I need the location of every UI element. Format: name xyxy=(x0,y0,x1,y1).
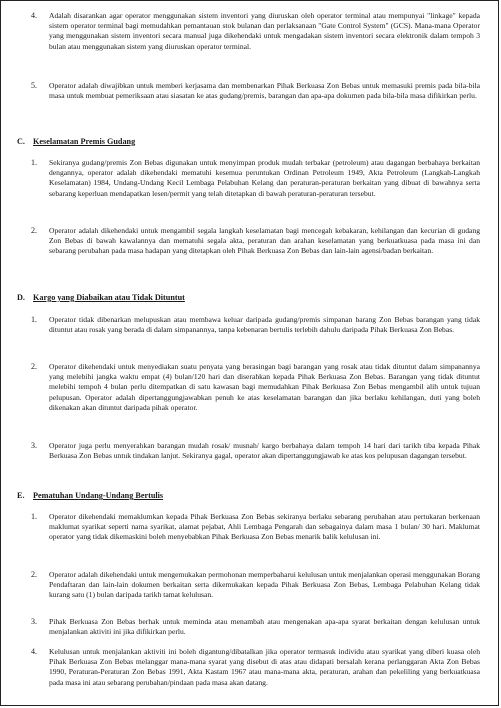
item-number: 1. xyxy=(31,158,37,167)
item-number: 2. xyxy=(31,570,37,579)
item-text: Kelulusan untuk menjalankan aktiviti ini boleh digantung/dibatalkan jika operator termasuk individu atau syarikat yang diberi kuasa oleh Pihak Berkuasa Zon Bebas melanggar mana-mana syarat yang disebut di atas atau didapati bersalah kerana perlanggaran Akta Zon Bebas 1990, Peraturan-Peraturan Zon Bebas 1991, Akta Kastam 1967 atau mana-mana akta, peraturan, arahan dan pekeliling yang berkuatkuasa pada masa ini atau sebarang perubahan/pindaan pada masa akan datang. xyxy=(49,647,480,687)
item-text: Operator dikehendaki memaklumkan kepada Pihak Berkuasa Zon Bebas sekiranya berlaku sebarang perubahan atau pertukaran berkenaan maklumat syarikat seperti nama syarikat, alamat pejabat, Ahli Lembaga Pengarah dan sebagainya dalam masa 1 bulan/ 30 hari. Maklumat operator yang tidak dikemaskini boleh menyebabkan Pihak Berkuasa Zon Bebas menarik balik kelulusan ini. xyxy=(49,512,480,542)
item-number: 2. xyxy=(31,226,37,235)
section-title: Pematuhan Undang-Undang Bertulis xyxy=(33,491,164,500)
item-text: Adalah disarankan agar operator menggunakan sistem inventori yang diuruskan oleh operator terminal atau mempunyai "linkage" kepada sistem operator terminal bagi memudahkan pemantauan stok bulanan dan perlaksanaan "Gate Control System" (GCS). Mana-mana Operator yang menggunakan sistem inventori secara manual juga dikehendaki untuk mengadakan sistem inventori secara elektronik dalam tempoh 3 bulan atau menggunakan sistem yang diuruskan operator terminal. xyxy=(49,11,480,51)
section-heading-text xyxy=(17,491,163,501)
item-number: 4. xyxy=(31,11,37,20)
item-text: Sekiranya gudang/premis Zon Bebas digunakan untuk menyimpan produk mudah terbakar (petroleum) atau dagangan berbahaya berkaitan dengannya, operator adalah dikehendaki mematuhi kesemua peruntukan Ordinan Petroleum 1949, Akta Petroleum (Langkah-Langkah Keselamatan) 1984, Undang-Undang Kecil Lembaga Pelabuhan Kelang dan peraturan-peraturan berkaitan yang dibuat di bawahnya serta sebarang keperluan mendapatkan lesen/permit yang telah ditetapkan di bawah peraturan-peraturan tersebut. xyxy=(49,158,480,198)
item-text: Operator adalah dikehendaki untuk mengambil segala langkah keselamatan bagi mencegah kebakaran, kehilangan dan kecurian di gudang Zon Bebas di bawah kawalannya dan mematuhi segala akta, peraturan dan arahan keselamatan yang berkuatkuasa pada masa ini dan sebarang perubahan pada masa hadapan yang ditetapkan oleh Pihak Berkuasa Zon Bebas dan lain-lain agensi/badan berkaitan. xyxy=(49,226,480,256)
item-number: 2. xyxy=(31,362,37,371)
item-text: Operator juga perlu menyerahkan barangan mudah rosak/ musnah/ kargo berbahaya dalam tempoh 14 hari dari tarikh tiba kepada Pihak Berkuasa Zon Bebas untuk tindakan lanjut. Sekiranya gagal, operator akan dipertanggungjawab ke atas kos pelupusan dagangan tersebut. xyxy=(49,441,480,461)
item-number: 5. xyxy=(31,81,37,90)
item-text: Operator adalah diwajibkan untuk memberi kerjasama dan membenarkan Pihak Berkuasa Zon Bebas untuk memasuki premis pada bila-bila masa untuk membuat pemeriksaan atau siasatan ke atas gudang/premis, barangan dan apa-apa dokumen pada bila-bila masa difikirkan perlu. xyxy=(49,81,480,101)
item-number: 1. xyxy=(31,512,37,521)
section-heading-text xyxy=(17,137,135,147)
section-title: Keselamatan Premis Gudang xyxy=(33,137,136,146)
section-letter: D. xyxy=(17,293,25,302)
section-letter: C. xyxy=(17,137,25,146)
section-title: Kargo yang Diabaikan atau Tidak Dituntut xyxy=(33,293,185,302)
item-number: 3. xyxy=(31,617,37,626)
item-text: Pihak Berkuasa Zon Bebas berhak untuk meminda atau menambah atau mengenakan apa-apa syarat berkaitan dengan kelulusan untuk menjalankan aktiviti ini jika difikirkan perlu. xyxy=(49,617,480,637)
item-text: Operator tidak dibenarkan melupuskan atau membawa keluar daripada gudang/premis simpanan barang Zon Bebas barangan yang tidak dituntut atau rosak yang berada di dalam simpanannya, tanpa kebenaran bertulis terlebih dahulu daripada Pihak Berkuasa Zon Bebas. xyxy=(49,315,480,335)
section-letter: E. xyxy=(17,491,25,500)
item-text: Operator dikehendaki untuk menyediakan suatu penyata yang berasingan bagi barangan yang rosak atau tidak dituntut dalam simpanannya yang melebihi jangka waktu empat (4) bulan/120 hari dan diserahkan kepada Pihak Berkuasa Zon Bebas. Barangan yang tidak dituntut melebihi tempoh 4 bulan perlu ditempatkan di satu kawasan bagi memudahkan Pihak Berkuasa Zon Bebas mengambil alih untuk tujuan pelupusan. Operator adalah dipertanggungjawabkan penuh ke atas keselamatan barangan dan jika berlaku kehilangan, duti yang boleh dikenakan akan dituntut daripada pihak operator. xyxy=(49,362,480,412)
item-number: 1. xyxy=(31,315,37,324)
item-number: 4. xyxy=(31,647,37,656)
item-text: Operator adalah dikehendaki untuk mengemukakan permohonan memperbaharui kelulusan untuk menjalankan operasi menggunakan Borang Pendaftaran dan lain-lain dokumen berkaitan serta dikemukakan kepada Pihak Berkuasa Zon Bebas, Lembaga Pelabuhan Kelang tidak kurang satu (1) bulan daripada tarikh tamat kelulusan. xyxy=(49,570,480,600)
item-number: 3. xyxy=(31,441,37,450)
section-heading-text xyxy=(17,293,185,303)
